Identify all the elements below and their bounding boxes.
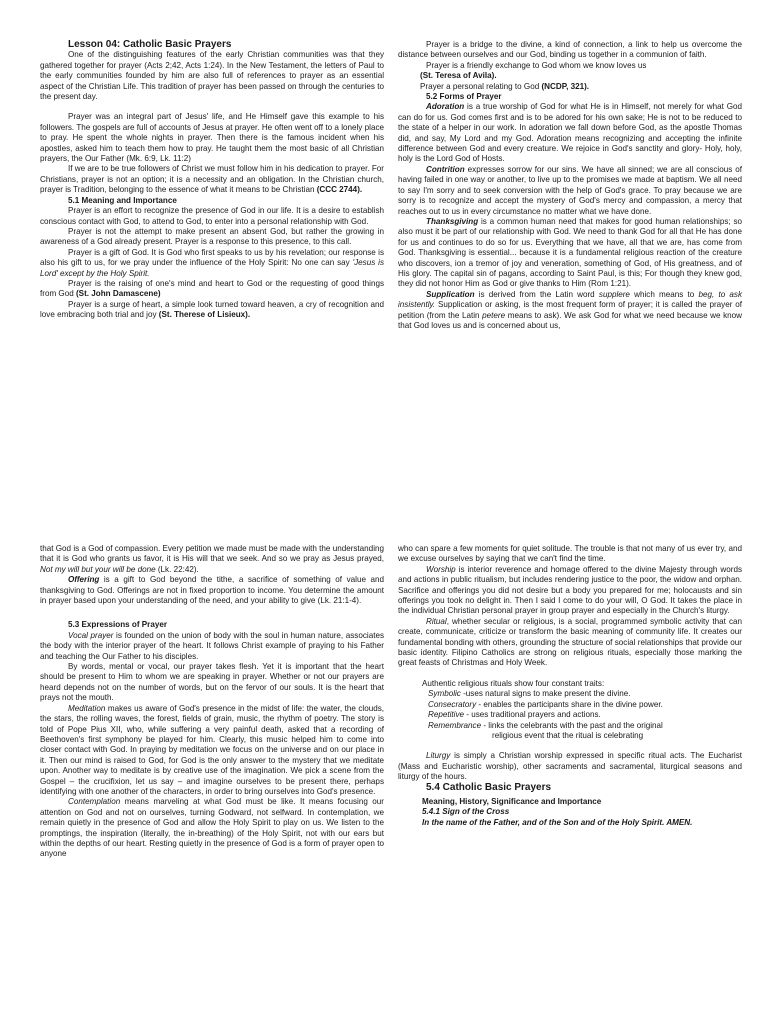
section-5-3-heading: 5.3 Expressions of Prayer <box>68 620 167 630</box>
prayer-exchange-paragraph: Prayer is a friendly exchange to God whom we know loves us <box>426 60 647 70</box>
teresa-reference: (St. Teresa of Avila). <box>420 71 497 81</box>
trait-symbolic: Symbolic -uses natural signs to make present the divine. <box>428 689 631 699</box>
followers-paragraph: If we are to be true followers of Christ we must follow him in his dedication to prayer. For Christians, prayer is not an option; it is a necessity and an obligation. In the Christian church, prayer is Tradition, belonging to the essence of what it means to be Christian (CCC 2744). <box>40 164 384 195</box>
page1-right-column <box>398 40 742 331</box>
lesson-title: Lesson 04: Catholic Basic Prayers <box>68 39 232 50</box>
prayer-surge-paragraph: Prayer is a surge of heart, a simple look turned toward heaven, a cry of recognition and love embracing both trial and joy (St. Therese of Lisieux). <box>40 299 384 320</box>
prayer-bridge-paragraph: Prayer is a bridge to the divine, a kind of connection, a link to help us overcome the distance between ourselves and our God, binding us together in a communion of faith. <box>398 40 742 60</box>
thanksgiving-paragraph: Thanksgiving is a common human need that makes for good human relationships; so also must it be part of our relationship with God. We need to thank God for all that He has done for us and continues to do so for us. Everything that we have, all that we are, has come from God. Thanksgiving is essential... because it is a fundamental religious reaction of the creature who discovers, ion a tremor of joy and veneration, something of God, of His greatness, and of His glory. The capital sin of pagans, according to Saint Paul, is this; For though they knew god, they did not honor Him as God or give thanks to Him (Rom 1:21). <box>398 216 742 289</box>
page2-left-column <box>40 544 384 860</box>
prayer-presence-paragraph: Prayer is not the attempt to make present an absent God, but rather the growing in awareness of a God already present. Prayer is a response to this presence, to this call. <box>40 226 384 247</box>
section-5-4-heading: 5.4 Catholic Basic Prayers <box>426 781 552 793</box>
contemplation-paragraph: Contemplation means marveling at what God must be like. It means focusing our attention on God and not on ourselves, turning Godward, not selfward. In contemplation, we remain quietly in the presence of God and allow the Holy Spirit to play on us. We listen to the promptings, the inspiration (literally, the in-breathing) of the Holy Spirit, not with our ears but within the depths of our heart. Resting quietly in the presence of God is a form of prayer open to anyone <box>40 797 384 859</box>
liturgy-paragraph: Liturgy is simply a Christian worship expressed in specific ritual acts. The Eucharist (Mass and Eucharistic worship), other sacraments and sacramental, liturgical seasons and liturgy of the hours. <box>398 751 742 782</box>
basic-prayers-block <box>398 797 742 828</box>
traits-intro: Authentic religious rituals show four constant traits: <box>422 678 605 688</box>
offering-paragraph: Offering is a gift to God beyond the tithe, a sacrifice of something of value and thanksgiving to God. Offerings are not in fixed proportion to income. You determine the amount in prayer based upon your understanding of the need, and your ability to give (Lk. 21:1-4). <box>40 575 384 606</box>
page1-left-column <box>40 40 384 321</box>
trait-repetitive: Repetitive - uses traditional prayers and actions. <box>428 710 601 720</box>
intro-paragraph: One of the distinguishing features of the early Christian communities was that they gathered together for prayer (Acts 2;42, Acts 1:24). In the New Testament, the letters of Paul to the early communities founded by him are also full of references to prayer as an essential aspect of the Christian Life. This tradition of prayer has been passed on through the centuries to the present day. <box>40 50 384 102</box>
ritual-paragraph: Ritual, whether secular or religious, is a social, programmed symbolic activity that can create, communicate, criticize or transform the basic meaning of community life. It creates our fundamental bonding with others, grounding the structure of social relationships that provide our basic identity. Filipino Catholics are strong on religious rituals, especially those marking the great feasts of Christmas and Holy Week. <box>398 616 742 668</box>
prayer-effort-paragraph: Prayer is an effort to recognize the presence of God in our life. It is a desire to establish conscious contact with God, to attend to God, to enter into a personal relationship with God. <box>40 206 384 226</box>
vocal-prayer-paragraph: Vocal prayer is founded on the union of body with the soul in human nature, associates the body with the interior prayer of the heart. It follows Christ example of praying to his Father and teaching the Our Father to his disciples. <box>40 630 384 661</box>
page2-right-column <box>398 544 742 828</box>
trait-remembrance: Remembrance - links the celebrants with the past and the original <box>428 720 663 730</box>
meaning-history-subheading: Meaning, History, Significance and Importance <box>422 796 602 806</box>
petition-continued-paragraph: that God is a God of compassion. Every petition we made must be made with the understanding that it is God who grants us favor, it is His will that we seek. And so we pray as Jesus prayed, Not my will but your will be done (Lk. 22:42). <box>40 544 384 574</box>
contrition-paragraph: Contrition expresses sorrow for our sins. We have all sinned; we are all conscious of having failed in one way or another, to live up to the promises we made at baptism. We all need to say I'm sorry and to seek conversion with the help of God's grace. To pray because we are sorry is to recognize and accept the mystery of God's mercy and compassion, a mercy that reaches out to us in every circumstance no matter what we have done. <box>398 164 742 216</box>
prayer-relating-paragraph: Prayer a personal relating to God (NCDP, 321). <box>420 81 590 91</box>
ritual-traits-list <box>398 679 742 741</box>
prayer-raising-paragraph: Prayer is the raising of one's mind and heart to God or the requesting of good things from God (St. John Damascene) <box>40 278 384 299</box>
section-5-1-heading: 5.1 Meaning and Importance <box>68 195 177 205</box>
prayer-gift-paragraph: Prayer is a gift of God. It is God who first speaks to us by his revelation; our response is also his gift to us, for we pray under the influence of the Holy Spirit: No one can say 'Jesus is Lord' except by the Holy Spirit. <box>40 247 384 278</box>
supplication-paragraph: Supplication is derived from the Latin word supplere which means to beg, to ask insistently. Supplication or asking, is the most frequent form of prayer; it is called the prayer of petition (from the Latin petere means to ask). We ask God for what we need because we know that God loves us and is concerned about us, <box>398 289 742 330</box>
section-5-2-heading: 5.2 Forms of Prayer <box>426 92 502 102</box>
document-page-2 <box>0 512 768 1024</box>
jesus-prayer-paragraph: Prayer was an integral part of Jesus' life, and He Himself gave this example to his followers. The gospels are full of accounts of Jesus at prayer. He often went off to a lonely place to pray. He spent the whole nights in prayer. Then there is the famous incident when his apostles, asked him to teach them how to pray. He taught them the most basic of all Christian prayers, the Our Father (Mk. 6:9, Lk. 11:2) <box>40 112 384 164</box>
worship-paragraph: Worship is interior reverence and homage offered to the divine Majesty through words and actions in public ritualism, but includes rendering justice to the poor, the widow and orphan. Sacrifice and offerings you did not desire but a body you prepared for me; holocausts and sin offerings you took no delight in. Then I said I come to do your will, O God. It takes the place in the individual Christian personal prayer in group prayer and especially in the Church's liturgy. <box>398 564 742 616</box>
meditation-paragraph: Meditation makes us aware of God's presence in the midst of life: the water, the clouds, the stars, the rolling waves, the forest, fields of grain, music, the rhythm of poetry. The story is told of Pope Pius XII, who, while suffering a very painful death, asked that a recording of Beethoven's first symphony be played for him. Clearly, this music helped him to come into closer contact with God. In praying by meditation we focus on the universe and on our place in it. Then our mind is raised to God, for God is the only answer to the mystery that we meditate upon. Another way to meditate is by creative use of the imagination. We pick a scene from the Gospel – the crucifixion, let us say – and imagine ourselves to be present there, perhaps identifying with one another of the characters, in order to bring ourselves into God's presence. <box>40 703 384 796</box>
sign-of-cross-prayer: In the name of the Father, and of the Son and of the Holy Spirit. AMEN. <box>422 817 693 827</box>
trait-remembrance-continued: religious event that the ritual is celebrating <box>492 730 644 740</box>
solitude-paragraph: who can spare a few moments for quiet solitude. The trouble is that not many of us ever try, and we excuse ourselves by saying that we can't find the time. <box>398 544 742 564</box>
adoration-paragraph: Adoration is a true worship of God for what He is in Himself, not merely for what God can do for us. God comes first and is to be adored for his own sake; He is not to be reduced to the state of a helper in our work. In adoration we fall down before God, as the apostle Thomas did, and say, My Lord and my God. Adoration means recognizing and accepting the infinite difference between God and every creature. We rejoice in God's sanctity and glory- Holy, holy, holy is the Lord God of Hosts. <box>398 102 742 164</box>
trait-consecratory: Consecratory - enables the participants share in the divine power. <box>428 699 663 709</box>
section-5-4-1-heading: 5.4.1 Sign of the Cross <box>422 807 510 817</box>
words-paragraph: By words, mental or vocal, our prayer takes flesh. Yet it is important that the heart should be present to Him to whom we are speaking in prayer. Whether or not our prayers are heard depends not on the number of words, but on the fervor of our souls. It is the heart that prays not the mouth. <box>40 662 384 703</box>
